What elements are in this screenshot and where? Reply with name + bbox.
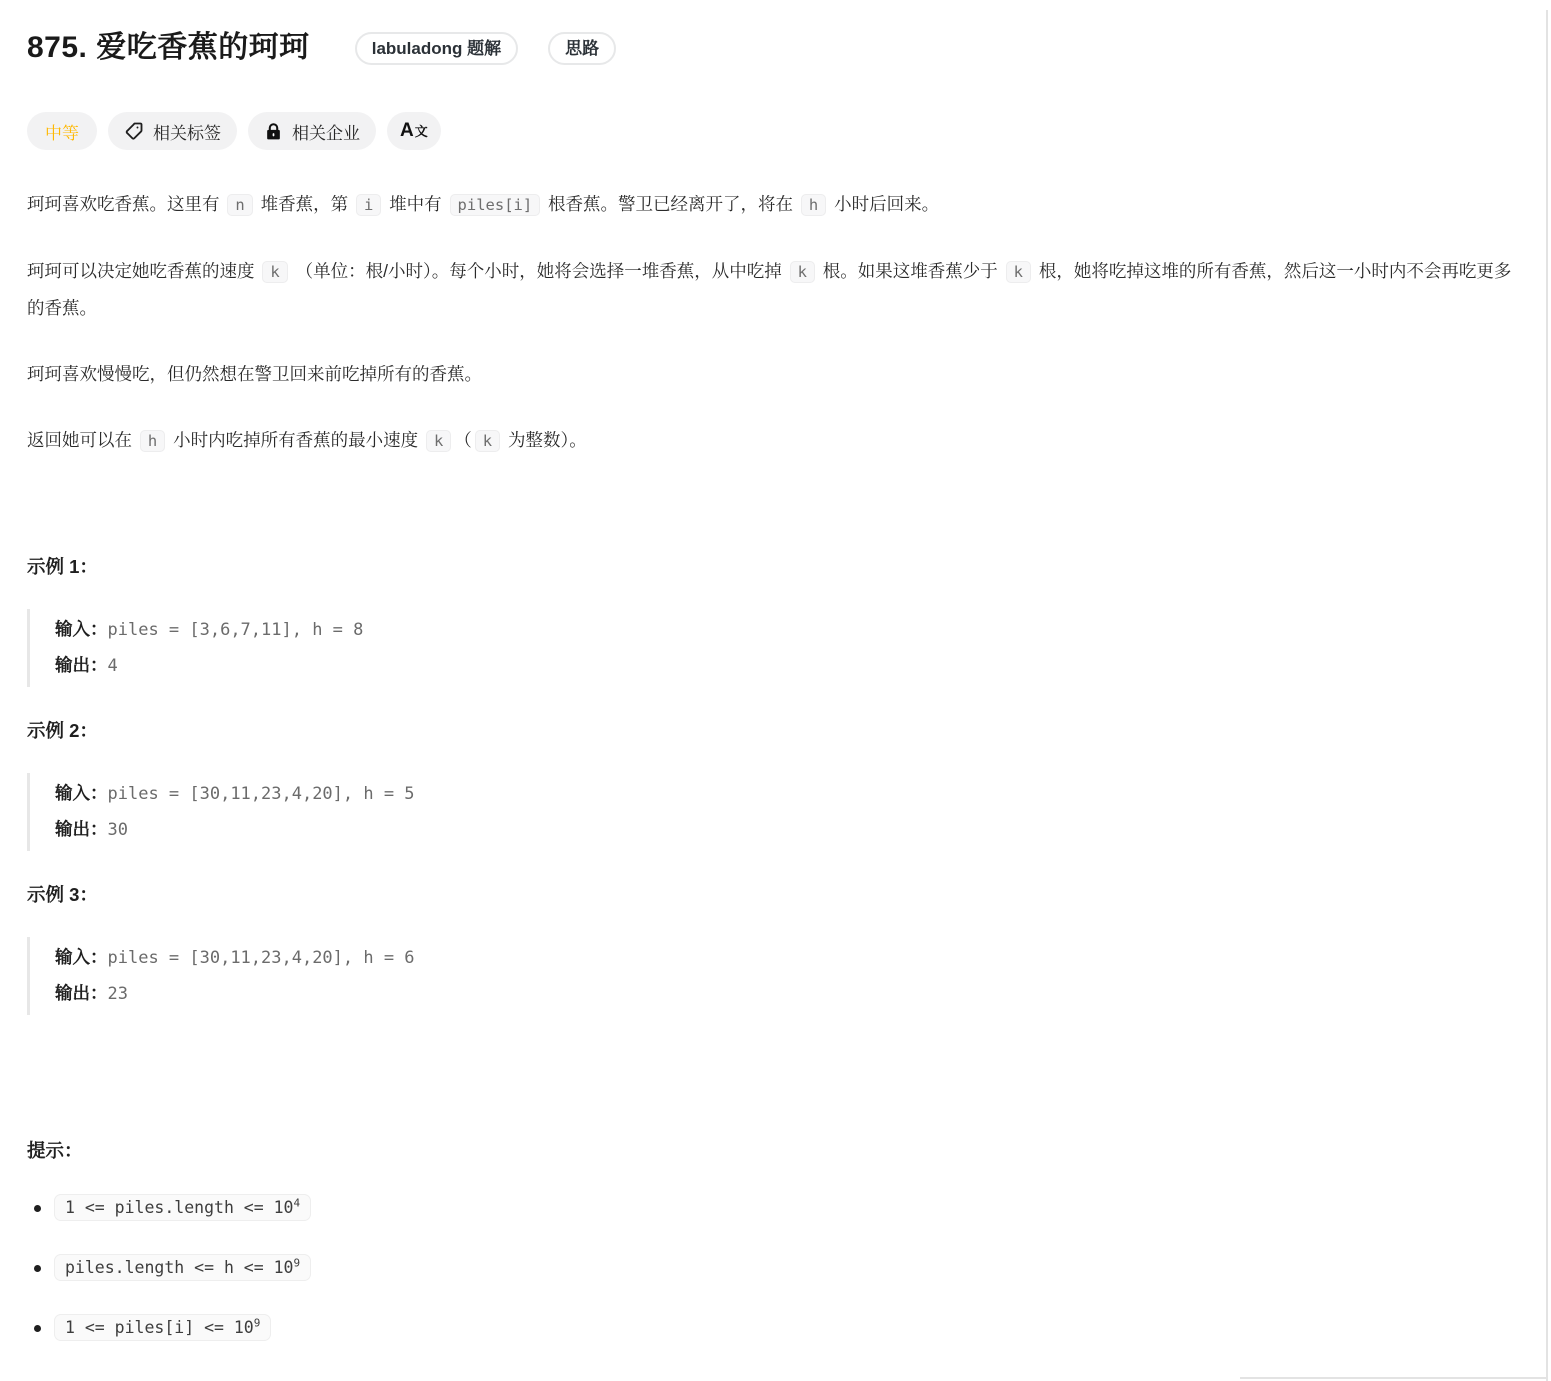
text-run: 根。如果这堆香蕉少于	[817, 261, 1003, 281]
example-output-line	[55, 812, 1521, 848]
related-companies-label: 相关企业	[292, 123, 360, 143]
example-block	[27, 609, 1521, 687]
example-input-label: 输入：	[55, 619, 108, 639]
example-block	[27, 937, 1521, 1015]
idea-badge[interactable]: 思路	[548, 32, 616, 65]
inline-code: h	[140, 430, 165, 452]
tag-icon	[124, 121, 144, 141]
text-run: 珂珂喜欢吃香蕉。这里有	[27, 194, 225, 214]
constraint-code: 1 <= piles.length <= $10^4$	[54, 1194, 311, 1221]
text-run: 根香蕉。警卫已经离开了，将在	[543, 194, 798, 214]
text-run: 小时后回来。	[829, 194, 940, 214]
example-output-value: 4	[107, 656, 118, 676]
example-output-line	[55, 648, 1521, 684]
inline-code: h	[801, 194, 826, 216]
constraint-code: 1 <= piles[i] <= $10^9$	[54, 1314, 271, 1341]
constraints-heading: 提示：	[27, 1140, 83, 1161]
example-output-label: 输出：	[55, 819, 108, 839]
example-input-value: piles = [30,11,23,4,20], h = 6	[107, 948, 415, 968]
labuladong-solution-badge[interactable]: labuladong 题解	[355, 32, 518, 65]
example-input-line	[55, 612, 1521, 648]
translate-icon: A 文	[400, 120, 428, 141]
inline-code: k	[475, 430, 500, 452]
inline-code: k	[1006, 261, 1031, 283]
examples-section	[27, 553, 1521, 1015]
example-heading: 示例 3：	[27, 884, 98, 905]
example-heading: 示例 1：	[27, 556, 98, 577]
section-spacer	[27, 489, 1521, 553]
text-run: 堆香蕉，第	[255, 194, 353, 214]
text-run: 堆中有	[384, 194, 447, 214]
meta-row	[27, 112, 1521, 150]
example-input-line	[55, 940, 1521, 976]
panel-bottom-border	[1240, 1377, 1548, 1379]
inline-code: i	[356, 194, 381, 216]
example-input-value: piles = [3,6,7,11], h = 8	[107, 620, 364, 640]
example-output-label: 输出：	[55, 983, 108, 1003]
constraint-item	[27, 1193, 1521, 1224]
text-run: 为整数）。	[503, 430, 587, 450]
inline-code: piles[i]	[450, 194, 541, 216]
description-paragraph	[27, 356, 1521, 392]
example-input-label: 输入：	[55, 947, 108, 967]
inline-code: k	[426, 430, 451, 452]
title-row	[27, 28, 1521, 68]
page-title: 875. 爱吃香蕉的珂珂	[27, 31, 310, 64]
inline-code: k	[262, 261, 287, 283]
text-run: 珂珂可以决定她吃香蕉的速度	[27, 261, 260, 281]
example-output-line	[55, 976, 1521, 1012]
example-output-value: 30	[107, 820, 128, 840]
translate-toggle-button[interactable]	[387, 112, 441, 150]
panel-right-border	[1546, 10, 1548, 1381]
text-run: （单位：根/小时）。每个小时，她将会选择一堆香蕉，从中吃掉	[290, 261, 787, 281]
inline-code: n	[227, 194, 252, 216]
constraint-item	[27, 1313, 1521, 1344]
example-input-line	[55, 776, 1521, 812]
example-input-label: 输入：	[55, 783, 108, 803]
related-tags-button[interactable]	[108, 112, 237, 150]
text-run: 根，她将吃掉这堆的所有香蕉，然后这一小时内不会再吃更多的香蕉。	[27, 261, 1512, 318]
description-paragraph	[27, 422, 1521, 459]
related-companies-button[interactable]	[248, 112, 376, 150]
constraint-exponent: 9	[293, 1256, 301, 1270]
inline-code: k	[790, 261, 815, 283]
text-run: 小时内吃掉所有香蕉的最小速度	[168, 430, 423, 450]
description-paragraph	[27, 186, 1521, 223]
constraints-list	[27, 1193, 1521, 1344]
example-block	[27, 773, 1521, 851]
difficulty-badge: 中等	[27, 112, 97, 150]
example-output-value: 23	[107, 984, 128, 1004]
example-input-value: piles = [30,11,23,4,20], h = 5	[107, 784, 415, 804]
constraint-exponent: 9	[253, 1316, 261, 1330]
text-run: 返回她可以在	[27, 430, 137, 450]
title-badges	[355, 32, 616, 65]
lock-icon	[264, 122, 283, 141]
text-run: （	[454, 430, 472, 450]
description-paragraph	[27, 253, 1521, 326]
constraint-item	[27, 1253, 1521, 1284]
section-spacer	[27, 1045, 1521, 1137]
problem-description	[27, 186, 1521, 459]
text-run: 珂珂喜欢慢慢吃，但仍然想在警卫回来前吃掉所有的香蕉。	[27, 364, 482, 384]
related-tags-label: 相关标签	[153, 123, 221, 143]
constraint-exponent: 4	[293, 1196, 301, 1210]
constraint-code: piles.length <= $h <= 10^9$	[54, 1254, 311, 1281]
example-heading: 示例 2：	[27, 720, 98, 741]
example-output-label: 输出：	[55, 655, 108, 675]
